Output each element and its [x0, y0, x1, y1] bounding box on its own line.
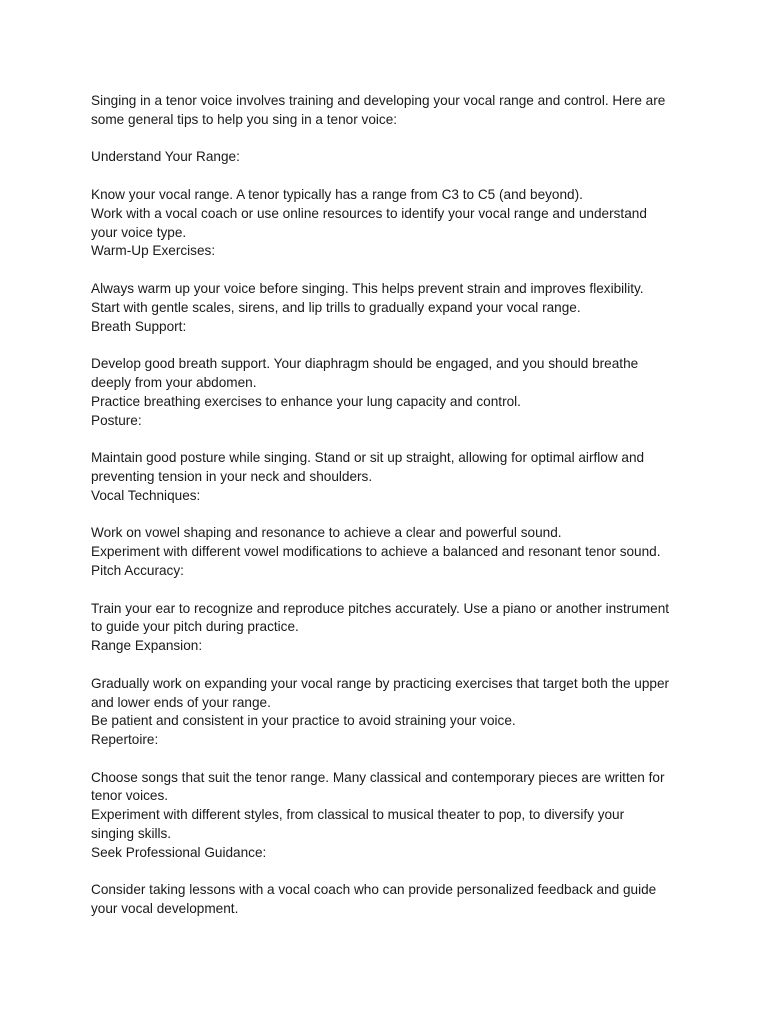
text-line: Work with a vocal coach or use online resources to identify your vocal range and understand	[91, 205, 647, 221]
text-line: preventing tension in your neck and shoulders.	[91, 468, 373, 484]
text-line: Choose songs that suit the tenor range. Many classical and contemporary pieces are written for	[91, 769, 665, 785]
text-line: Be patient and consistent in your practice to avoid straining your voice.	[91, 713, 516, 729]
section-heading: Warm-Up Exercises:	[91, 243, 216, 259]
blank-line	[91, 863, 691, 882]
text-line: deeply from your abdomen.	[91, 374, 257, 390]
text-line: Always warm up your voice before singing. This helps prevent strain and improves flexibility.	[91, 280, 644, 296]
text-line: singing skills.	[91, 826, 172, 842]
blank-line	[91, 336, 691, 355]
text-line: Consider taking lessons with a vocal coach who can provide personalized feedback and guide	[91, 882, 657, 898]
text-line: tenor voices.	[91, 788, 169, 804]
text-line: Singing in a tenor voice involves training and developing your vocal range and control. Here are	[91, 93, 666, 108]
text-line: Gradually work on expanding your vocal range by practicing exercises that target both the upper	[91, 675, 670, 691]
blank-line	[91, 261, 691, 280]
blank-line	[91, 430, 691, 449]
text-line: Start with gentle scales, sirens, and lip trills to gradually expand your vocal range.	[91, 299, 581, 315]
section-heading: Pitch Accuracy:	[91, 562, 184, 578]
text-line: Practice breathing exercises to enhance your lung capacity and control.	[91, 393, 521, 409]
text-line: Maintain good posture while singing. Stand or sit up straight, allowing for optimal airflow and	[91, 450, 645, 466]
section-heading: Range Expansion:	[91, 638, 203, 654]
text-line: your voice type.	[91, 224, 187, 240]
section-heading: Posture:	[91, 412, 142, 428]
blank-line	[91, 750, 691, 769]
blank-line	[91, 656, 691, 675]
text-line: and lower ends of your range.	[91, 694, 271, 710]
text-line: Develop good breath support. Your diaphragm should be engaged, and you should breathe	[91, 356, 639, 372]
text-line: some general tips to help you sing in a tenor voice:	[91, 111, 398, 127]
text-line: your vocal development.	[91, 901, 239, 917]
text-line: Experiment with different vowel modifications to achieve a balanced and resonant tenor sound.	[91, 544, 661, 560]
blank-line	[91, 581, 691, 600]
text-line: Know your vocal range. A tenor typically has a range from C3 to C5 (and beyond).	[91, 186, 583, 202]
text-line: Experiment with different styles, from classical to musical theater to pop, to diversify your	[91, 807, 625, 823]
text-line: Train your ear to recognize and reproduce pitches accurately. Use a piano or another instrument	[91, 600, 670, 616]
section-heading: Repertoire:	[91, 732, 159, 748]
section-heading: Understand Your Range:	[91, 149, 240, 165]
section-heading: Vocal Techniques:	[91, 487, 201, 503]
blank-line	[91, 130, 691, 149]
section-heading: Breath Support:	[91, 318, 187, 334]
text-line: to guide your pitch during practice.	[91, 619, 299, 635]
blank-line	[91, 167, 691, 186]
text-line: Work on vowel shaping and resonance to achieve a clear and powerful sound.	[91, 525, 562, 541]
section-heading: Seek Professional Guidance:	[91, 844, 267, 860]
document-body	[91, 92, 691, 919]
blank-line	[91, 506, 691, 525]
